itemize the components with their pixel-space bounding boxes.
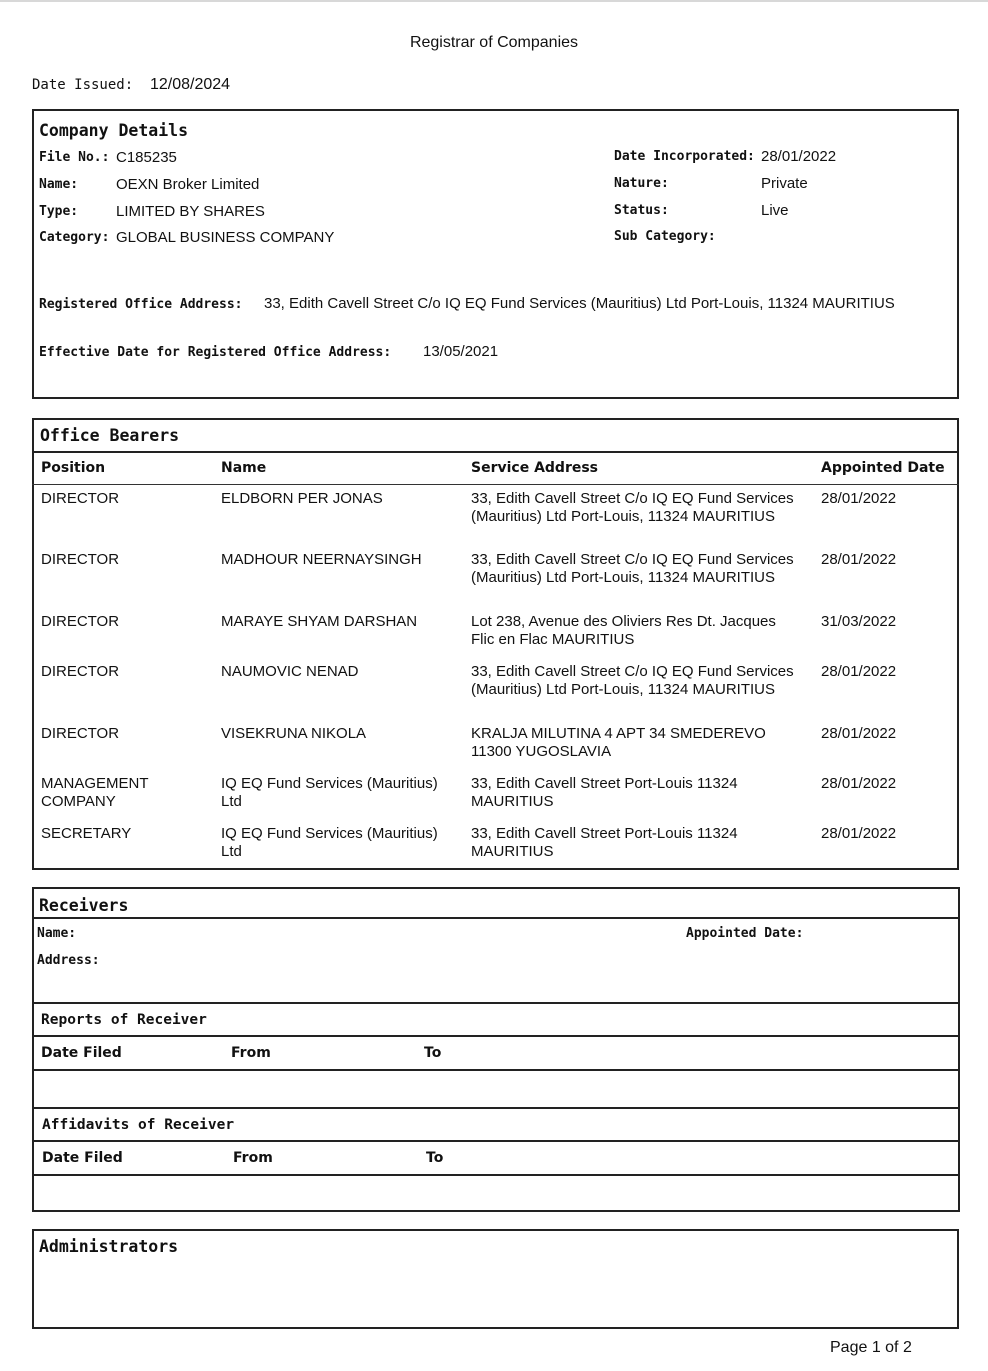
bearer-position-line: SECRETARY xyxy=(41,825,132,842)
page-top-edge xyxy=(0,0,988,2)
bearer-appointed-date-line: 28/01/2022 xyxy=(821,775,897,792)
bearer-position-line: DIRECTOR xyxy=(41,663,120,680)
registered-office-label: Registered Office Address: xyxy=(39,297,243,312)
bearer-appointed-date xyxy=(821,725,941,743)
bearer-position-line: DIRECTOR xyxy=(41,551,120,568)
receiver-name-label: Name: xyxy=(37,926,77,941)
bearer-position xyxy=(41,725,216,743)
bearer-appointed-date-line: 31/03/2022 xyxy=(821,613,897,630)
bearer-service-address-line: Lot 238, Avenue des Oliviers Res Dt. Jacques xyxy=(471,613,776,630)
bearer-service-address-line: 33, Edith Cavell Street Port-Louis 11324 xyxy=(471,825,738,842)
bearer-appointed-date xyxy=(821,551,941,569)
reports-header-rule xyxy=(32,1069,960,1071)
bearer-position xyxy=(41,663,216,681)
bearer-name xyxy=(221,490,466,508)
bearer-appointed-date-line: 28/01/2022 xyxy=(821,825,897,842)
reports-date-filed-header: Date Filed xyxy=(41,1045,122,1061)
bearer-service-address xyxy=(471,663,816,698)
bearer-appointed-date-line: 28/01/2022 xyxy=(821,663,897,680)
bearer-service-address-line: KRALJA MILUTINA 4 APT 34 SMEDEREVO xyxy=(471,725,766,742)
receivers-box xyxy=(32,887,960,1212)
category-value: GLOBAL BUSINESS COMPANY xyxy=(116,229,335,246)
bearer-service-address-line: 11300 YUGOSLAVIA xyxy=(471,742,612,760)
bearer-name-line: ELDBORN PER JONAS xyxy=(221,490,383,507)
bearer-position xyxy=(41,613,216,631)
affidavits-title-rule xyxy=(32,1140,960,1142)
sub-category-label: Sub Category: xyxy=(614,229,716,244)
affidavits-from-header: From xyxy=(233,1150,273,1166)
bearer-name-line: IQ EQ Fund Services (Mauritius) xyxy=(221,775,438,792)
bearer-service-address xyxy=(471,613,816,648)
bearer-appointed-date-line: 28/01/2022 xyxy=(821,725,897,742)
bearer-position-line: MANAGEMENT xyxy=(41,775,149,792)
bearer-appointed-date xyxy=(821,613,941,631)
affidavits-date-filed-header: Date Filed xyxy=(42,1150,123,1166)
col-appointed-date-header: Appointed Date xyxy=(821,460,945,476)
col-position-header: Position xyxy=(41,460,106,476)
bearer-name xyxy=(221,775,466,810)
company-name-value: OEXN Broker Limited xyxy=(116,176,260,193)
affidavits-of-receiver-title: Affidavits of Receiver xyxy=(42,1117,235,1133)
affidavits-to-header: To xyxy=(426,1150,444,1166)
receiver-appointed-date-label: Appointed Date: xyxy=(686,926,804,941)
date-incorporated-value: 28/01/2022 xyxy=(761,148,837,165)
bearer-position-line: DIRECTOR xyxy=(41,613,120,630)
reports-bottom-rule xyxy=(32,1107,960,1109)
col-name-header: Name xyxy=(221,460,267,476)
bearer-appointed-date xyxy=(821,775,941,793)
bearer-service-address xyxy=(471,490,816,525)
date-issued-value: 12/08/2024 xyxy=(150,76,231,93)
bearer-service-address-line: 33, Edith Cavell Street C/o IQ EQ Fund Services xyxy=(471,663,794,680)
bearer-name-line: Ltd xyxy=(221,792,242,810)
reports-of-receiver-title: Reports of Receiver xyxy=(41,1012,207,1028)
name-label: Name: xyxy=(39,177,79,192)
bearer-name-line: MARAYE SHYAM DARSHAN xyxy=(221,613,418,630)
bearer-service-address-line: MAURITIUS xyxy=(471,842,554,860)
affidavits-header-rule xyxy=(32,1174,960,1176)
bearer-service-address-line: 33, Edith Cavell Street Port-Louis 11324 xyxy=(471,775,738,792)
bearer-service-address-line: 33, Edith Cavell Street C/o IQ EQ Fund Services xyxy=(471,490,794,507)
col-service-address-header: Service Address xyxy=(471,460,599,476)
bearer-position xyxy=(41,825,216,843)
bearer-service-address-line: 33, Edith Cavell Street C/o IQ EQ Fund Services xyxy=(471,551,794,568)
file-no-value: C185235 xyxy=(116,149,177,166)
office-bearers-title-rule xyxy=(32,451,959,453)
receivers-rule xyxy=(32,1002,960,1004)
receivers-title-rule xyxy=(32,917,960,919)
bearer-name-line: NAUMOVIC NENAD xyxy=(221,663,359,680)
status-value: Live xyxy=(761,202,789,219)
bearer-appointed-date xyxy=(821,825,941,843)
registered-office-value: 33, Edith Cavell Street C/o IQ EQ Fund Services (Mauritius) Ltd Port-Louis, 11324 MAURITIUS xyxy=(264,295,895,312)
nature-label: Nature: xyxy=(614,176,669,191)
effective-date-label: Effective Date for Registered Office Address: xyxy=(39,345,392,360)
receivers-title: Receivers xyxy=(39,896,129,915)
date-incorporated-label: Date Incorporated: xyxy=(614,149,755,164)
bearer-name xyxy=(221,663,466,681)
status-label: Status: xyxy=(614,203,669,218)
page-title: Registrar of Companies xyxy=(409,34,579,51)
bearer-service-address xyxy=(471,551,816,586)
bearer-name-line: VISEKRUNA NIKOLA xyxy=(221,725,367,742)
bearer-name-line: IQ EQ Fund Services (Mauritius) xyxy=(221,825,438,842)
type-label: Type: xyxy=(39,204,79,219)
reports-to-header: To xyxy=(424,1045,442,1061)
nature-value: Private xyxy=(761,175,808,192)
bearer-name xyxy=(221,551,466,569)
bearer-position xyxy=(41,490,216,508)
bearer-service-address-line: MAURITIUS xyxy=(471,792,554,810)
bearer-position xyxy=(41,551,216,569)
administrators-title: Administrators xyxy=(39,1237,179,1256)
bearer-name xyxy=(221,725,466,743)
bearer-appointed-date-line: 28/01/2022 xyxy=(821,551,897,568)
bearer-service-address xyxy=(471,775,816,810)
receiver-address-label: Address: xyxy=(37,953,100,968)
page-number: Page 1 of 2 xyxy=(830,1339,912,1356)
reports-from-header: From xyxy=(231,1045,271,1061)
bearer-appointed-date xyxy=(821,663,941,681)
bearer-service-address xyxy=(471,725,816,760)
bearer-appointed-date xyxy=(821,490,941,508)
reports-title-rule xyxy=(32,1035,960,1037)
bearer-service-address-line: (Mauritius) Ltd Port-Louis, 11324 MAURITIUS xyxy=(471,680,775,698)
bearer-service-address xyxy=(471,825,816,860)
bearer-name xyxy=(221,613,466,631)
company-details-title: Company Details xyxy=(39,121,189,140)
bearer-appointed-date-line: 28/01/2022 xyxy=(821,490,897,507)
bearer-service-address-line: (Mauritius) Ltd Port-Louis, 11324 MAURITIUS xyxy=(471,507,775,525)
bearer-name xyxy=(221,825,466,860)
bearer-name-line: Ltd xyxy=(221,842,242,860)
bearer-position-line: COMPANY xyxy=(41,792,116,810)
bearer-position-line: DIRECTOR xyxy=(41,725,120,742)
effective-date-value: 13/05/2021 xyxy=(423,343,499,360)
bearer-service-address-line: (Mauritius) Ltd Port-Louis, 11324 MAURITIUS xyxy=(471,568,775,586)
bearer-name-line: MADHOUR NEERNAYSINGH xyxy=(221,551,422,568)
category-label: Category: xyxy=(39,230,110,245)
bearer-position xyxy=(41,775,216,810)
office-bearers-header-rule xyxy=(32,484,959,485)
type-value: LIMITED BY SHARES xyxy=(116,203,265,220)
office-bearers-title: Office Bearers xyxy=(40,426,180,445)
bearer-service-address-line: Flic en Flac MAURITIUS xyxy=(471,630,635,648)
bearer-position-line: DIRECTOR xyxy=(41,490,120,507)
file-no-label: File No.: xyxy=(39,150,110,165)
date-issued-label: Date Issued: xyxy=(32,77,134,93)
